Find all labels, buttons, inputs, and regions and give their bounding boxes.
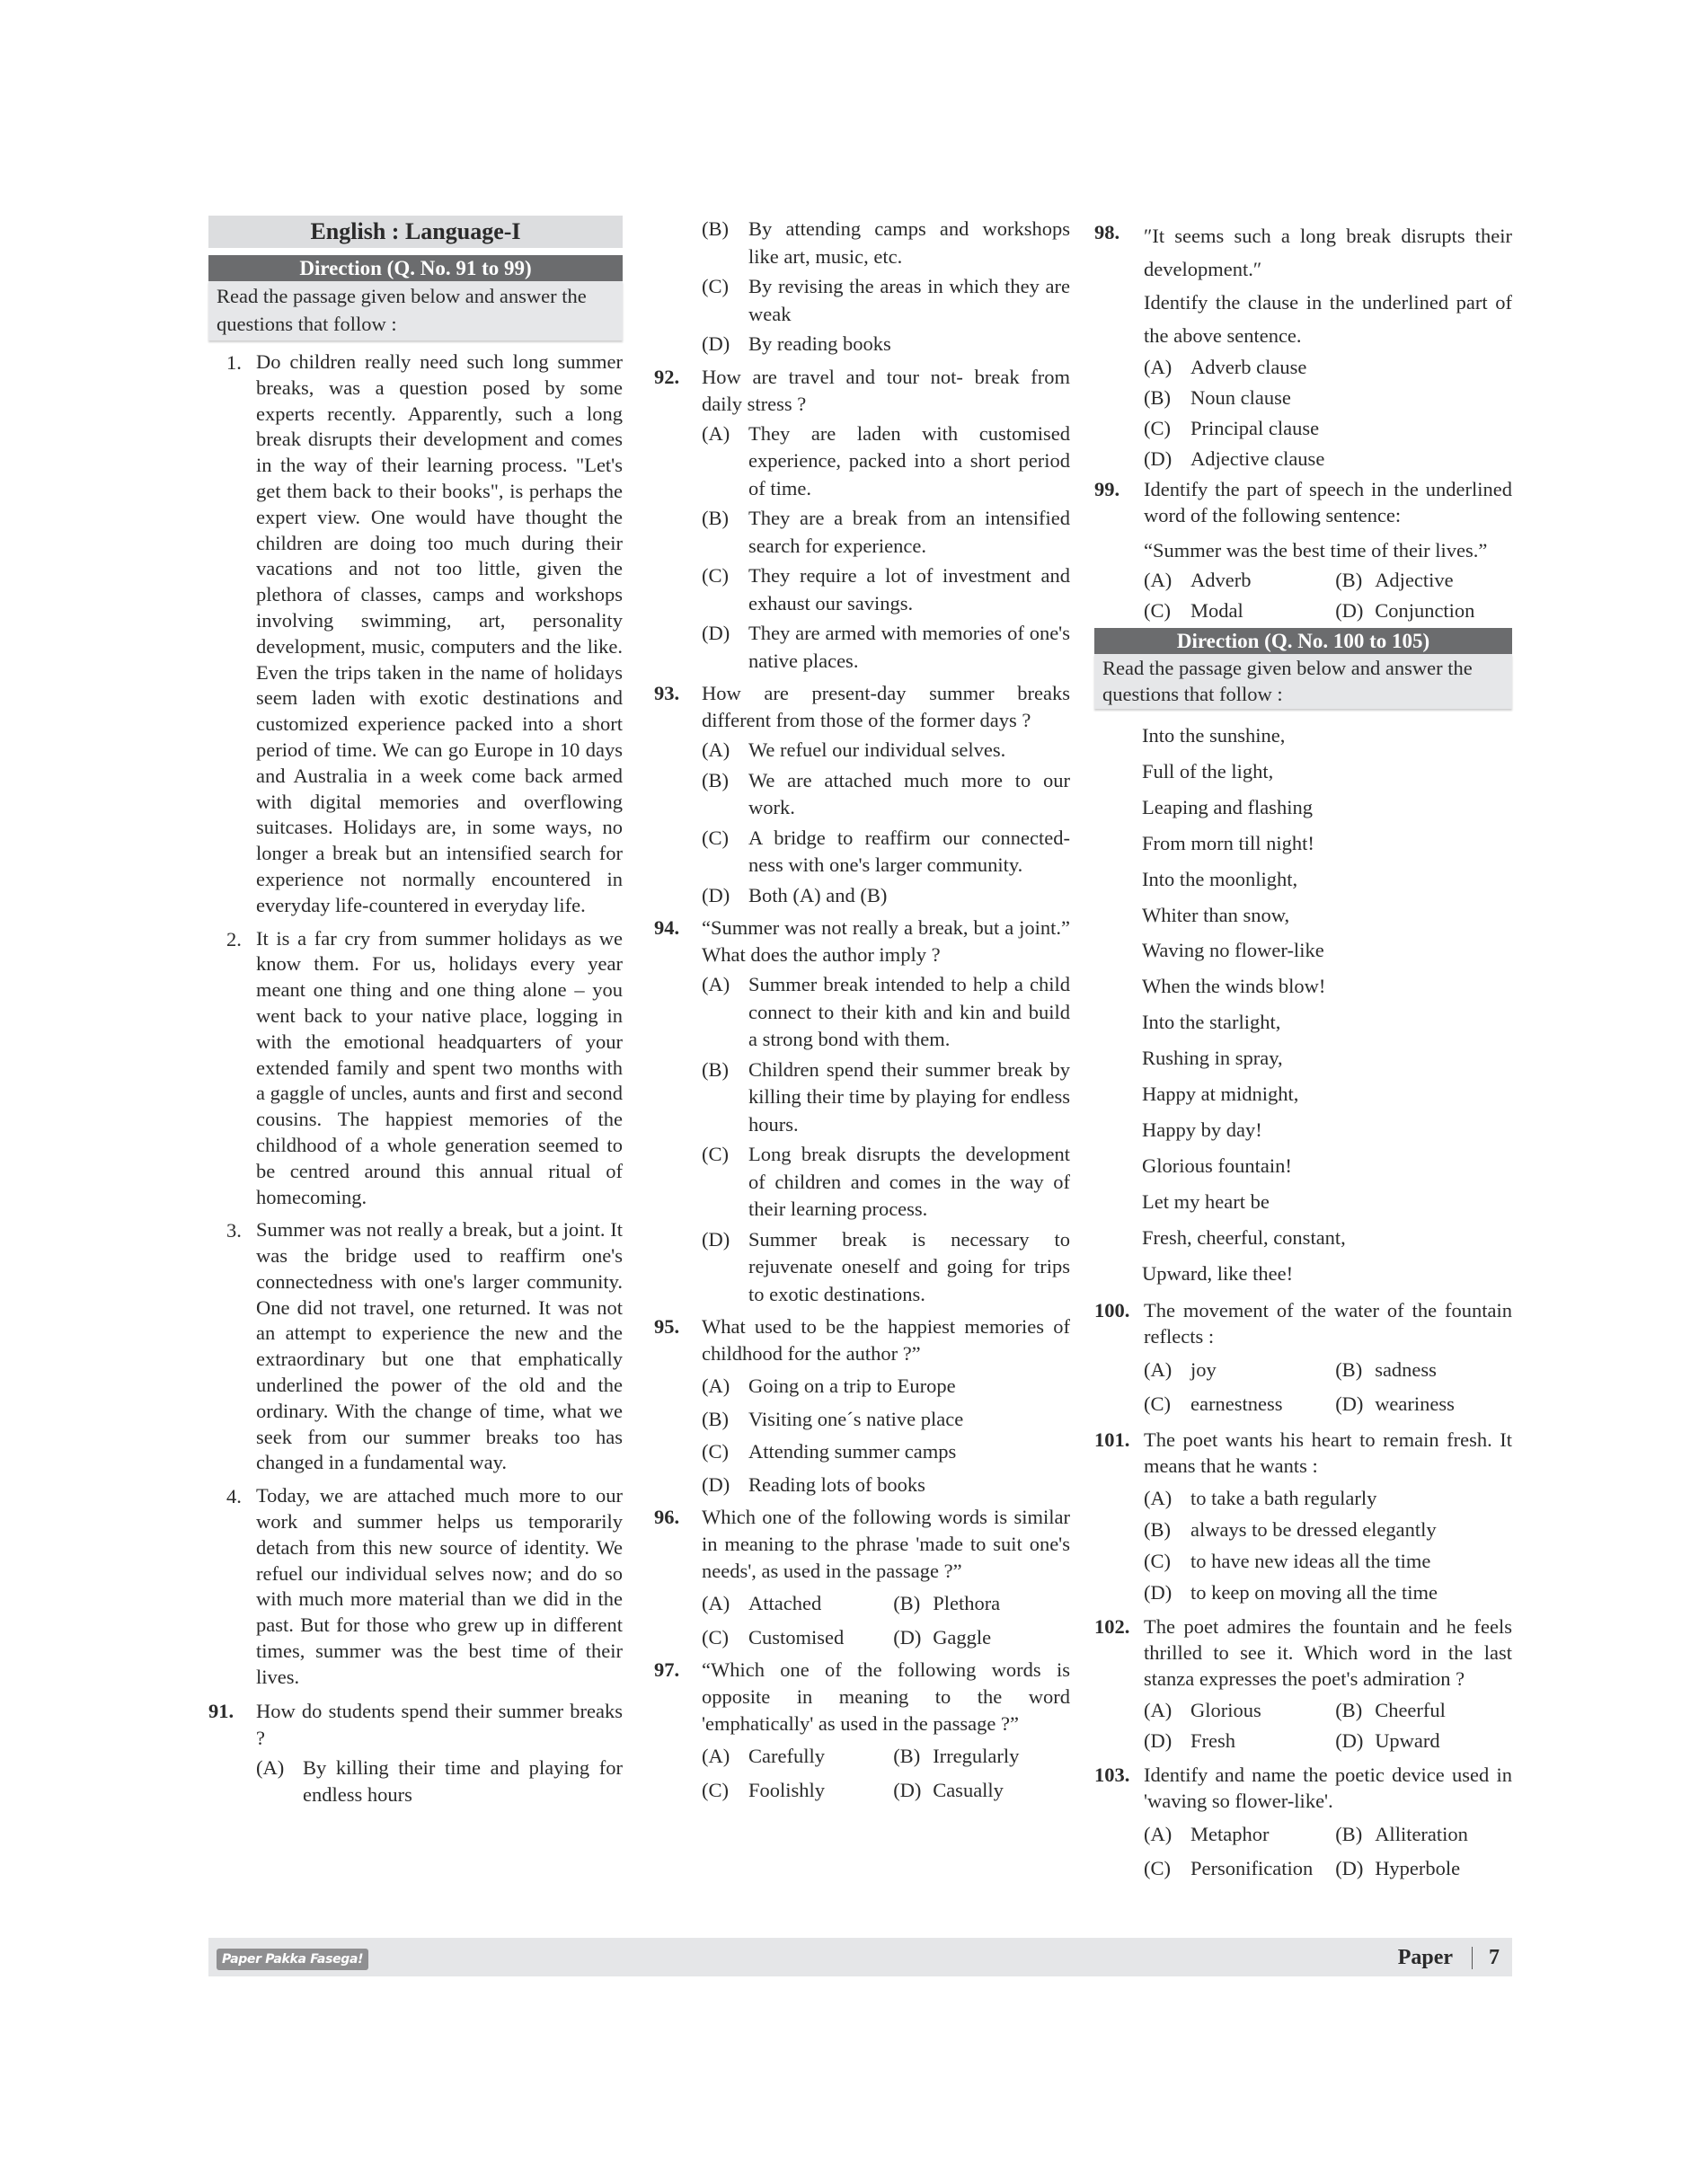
option-label: (C) [1144,599,1171,622]
option-label: (C) [1144,1856,1171,1879]
option-label: (B) [702,768,729,791]
question-text: The poet admires the fountain and he feels thrilled to see it. Which word in the last stanza expresses the poet's admiration ? [1144,1614,1512,1690]
question-text: Identify and name the poetic device used in 'waving so flower-like'. [1144,1763,1512,1812]
direction-instruction: Read the passage given below and answer the questions that follow : [208,281,623,340]
option-text: Metaphor [1190,1822,1270,1845]
option[interactable] [702,1624,893,1651]
poem-line: Upward, like thee! [1142,1261,1294,1285]
option[interactable] [702,505,1070,560]
option-label: (A) [1144,1357,1173,1381]
paragraph-text: Do children really need such long summer breaks, was a question posed by some experts recently. Apparently, such a long break disrupts their development and comes in the way of their learning process. "Let's get them back to their books", is perhaps the expert view. One would have thought the children are doing too much during their vacations and not too little, given the plethora of classes, camps and workshops involving swimming, art, personality development, music, computers and the like. Even the trips taken in the name of holidays seem laden with exotic destinations and customized experience packed into a short period of time. We can go Europe in 10 days and Australia in a week come back armed with digital memories and overflowing suitcases. Holidays are, in some ways, no longer a break but an intensified search for experience not normally encountered in everyday life-countered in everyday life. [256,350,623,916]
option-label: (A) [702,1375,730,1397]
option[interactable] [893,1777,1004,1804]
option-label: (D) [1144,447,1173,470]
column-2 [654,216,1070,1804]
option-label: (A) [702,973,730,995]
option[interactable] [702,1590,893,1617]
option[interactable] [1335,596,1474,626]
poem-line: Rushing in spray, [1142,1047,1283,1070]
option-label: (A) [1144,1822,1173,1845]
option-label: (B) [1335,1357,1363,1381]
option-text: to take a bath regularly [1190,1486,1377,1509]
option[interactable] [1335,1387,1455,1421]
option[interactable] [256,1755,623,1809]
option-label: (D) [1335,599,1364,622]
question-94 [654,915,1070,1308]
poem-line: Whiter than snow, [1142,903,1290,926]
option-label: (C) [702,1779,729,1801]
option-label: (A) [702,738,730,761]
option-text: Noun clause [1190,386,1291,409]
option-text: Visiting one´s native place [748,1407,964,1430]
option-label: (D) [893,1779,922,1801]
option[interactable] [702,737,1070,765]
option-label: (A) [702,1745,730,1767]
question-93 [654,680,1070,909]
option[interactable] [893,1624,991,1651]
option-text: By reading books [748,332,891,355]
option[interactable] [1335,1852,1460,1886]
option-text: Hyperbole [1375,1856,1461,1879]
question-91 [208,1698,623,1809]
option-label: (C) [702,826,729,849]
question-102 [1094,1613,1512,1756]
option-text: They require a lot of investment and exhaust our savings. [748,564,1070,614]
option[interactable] [1144,1545,1512,1577]
option[interactable] [1335,1817,1468,1852]
poem-line: When the winds blow! [1142,975,1326,998]
poem-line: Into the moonlight, [1142,867,1298,890]
option-row [1144,596,1512,626]
option-text: Casually [933,1779,1004,1801]
question-number: 100. [1094,1298,1130,1322]
question-91-continued [654,216,1070,358]
option-label: (D) [1335,1856,1364,1879]
question-text: ″It seems such a long break disrupts their development.″ [1144,225,1512,280]
option-label: (B) [1144,1517,1171,1541]
option-row [1144,565,1512,596]
option-label: (B) [702,217,729,240]
question-text: The movement of the water of the fountain reflects : [1144,1298,1512,1348]
option[interactable] [893,1743,1019,1770]
option-text: Adjective clause [1190,447,1325,470]
option-label: (D) [1335,1728,1364,1752]
passage-paragraph [208,349,623,919]
option-text: Upward [1375,1728,1440,1752]
option-label: (D) [702,332,730,355]
option[interactable] [1144,413,1512,444]
question-subtext: “Summer was the best time of their lives.” [1144,539,1488,561]
option-label: (D) [893,1626,922,1649]
option-label: (B) [1335,1822,1363,1845]
option-text: Carefully [748,1745,825,1767]
option[interactable] [1144,1726,1335,1756]
option-text: Both (A) and (B) [748,883,888,906]
option-text: Attending summer camps [748,1440,957,1463]
option-text: A bridge to reaffirm our connected-ness with one's larger community. [748,826,1070,876]
passage-paragraph [208,926,623,1211]
option-text: Irregularly [933,1745,1020,1767]
option-label: (A) [702,421,730,445]
option-text: They are laden with customised experience, packed into a short period of time. [748,421,1070,499]
option-label: (C) [702,1440,729,1463]
option-label: (D) [702,622,730,644]
column-1 [208,216,623,1809]
question-number: 103. [1094,1763,1130,1786]
paragraph-text: Today, we are attached much more to our work and summer helps us temporarily detach from this new source of identity. We refuel our individual selves now; and do so with much more material than we did in the past. But for those who grew up in different times, summer was the best time of their lives. [256,1484,623,1688]
question-text: How are travel and tour not- break from daily stress ? [702,365,1070,415]
option-text: earnestness [1190,1392,1283,1415]
paragraph-text: It is a far cry from summer holidays as we know them. For us, holidays every year meant one thing and one thing alone – you went back to your native place, logging in with the emotional headquarters of your extended family and spent two months with a gaggle of uncles, aunts and first and second cousins. The happiest memories of the childhood of a whole generation seemed to be centred around this annual ritual of homecoming. [256,926,623,1208]
publisher-logo: Paper Pakka Fasega! [217,1949,368,1970]
option-text: Going on a trip to Europe [748,1375,956,1397]
option[interactable] [1144,383,1512,413]
option-text: Adverb [1190,569,1252,591]
question-number: 98. [1094,221,1120,243]
option-label: (C) [702,1143,729,1165]
option[interactable] [702,971,1070,1054]
option-row [702,1590,1070,1617]
question-number: 99. [1094,478,1120,500]
option-label: (A) [256,1755,285,1779]
question-text: Identify the part of speech in the underlined word of the following sentence: [1144,478,1512,526]
question-number: 102. [1094,1614,1130,1638]
question-number: 91. [208,1699,235,1722]
column-3 [1094,216,1512,1886]
option-label: (B) [702,507,729,529]
option-label: (D) [1144,1580,1173,1604]
poem-line: Full of the light, [1142,759,1274,782]
option-text: Personification [1190,1856,1314,1879]
poem-line: Into the sunshine, [1142,724,1286,747]
option[interactable] [702,825,1070,880]
question-number: 97. [654,1658,680,1681]
paragraph-number: 3. [226,1219,242,1242]
option-row [702,1743,1070,1770]
poem-line: Let my heart be [1142,1189,1270,1213]
option-text: By killing their time and playing for endless hours [303,1755,623,1807]
option-label: (B) [1335,569,1363,591]
option-label: (A) [1144,356,1173,378]
option-row [1144,1817,1512,1852]
option-label: (D) [702,883,730,906]
option-text: to have new ideas all the time [1190,1549,1431,1572]
option-text: Gaggle [933,1626,992,1649]
option[interactable] [702,420,1070,503]
question-number: 94. [654,916,680,939]
option-row [702,1777,1070,1804]
option[interactable] [702,620,1070,675]
question-text: “Which one of the following words is opposite in meaning to the word 'emphatically' as used in the passage ?” [702,1658,1070,1735]
option-text: Plethora [933,1592,1001,1614]
option[interactable] [702,1373,1070,1401]
option-text: Conjunction [1375,599,1475,622]
option[interactable] [893,1590,1000,1617]
poem [1094,718,1512,1292]
question-number: 95. [654,1315,680,1338]
option[interactable] [1144,1852,1335,1886]
option-text: They are armed with memories of one's native places. [748,622,1070,672]
option-label: (B) [893,1745,921,1767]
question-number: 96. [654,1506,680,1528]
question-text: How are present-day summer breaks different from those of the former days ? [702,682,1070,731]
option-text: joy [1190,1357,1217,1381]
option-text: to keep on moving all the time [1190,1580,1438,1604]
option-text: Summer break is necessary to rejuvenate oneself and going for trips to exotic destinations. [748,1227,1070,1305]
option[interactable] [702,562,1070,617]
option[interactable] [702,273,1070,328]
option-text: Reading lots of books [748,1472,925,1496]
poem-line: Into the starlight, [1142,1011,1281,1034]
passage-paragraph [208,1217,623,1476]
question-text: How do students spend their summer breaks ? [256,1699,623,1749]
option-text: Adverb clause [1190,356,1307,378]
direction-heading: Direction (Q. No. 91 to 99) [208,255,623,281]
question-98 [1094,219,1512,474]
poem-line: Happy at midnight, [1142,1083,1299,1106]
passage-paragraph [208,1483,623,1690]
paragraph-number: 1. [226,351,242,374]
question-97 [654,1657,1070,1804]
option-label: (A) [1144,569,1173,591]
option-label: (C) [1144,1392,1171,1415]
option[interactable] [702,331,1070,358]
option-text: always to be dressed elegantly [1190,1517,1437,1541]
option-text: Alliteration [1375,1822,1468,1845]
question-95 [654,1313,1070,1498]
option-label: (A) [1144,1486,1173,1509]
option-text: Children spend their summer break by killing their time by playing for endless hours. [748,1057,1070,1136]
page-label: Paper [1397,1946,1453,1969]
paragraph-number: 2. [226,927,242,950]
option[interactable] [1144,1353,1335,1387]
question-text: The poet wants his heart to remain fresh. It means that he wants : [1144,1428,1512,1477]
option[interactable] [702,1777,893,1804]
option-label: (C) [702,564,729,587]
option[interactable] [702,1226,1070,1309]
section-title: English : Language-I [208,216,623,248]
option-label: (B) [1144,386,1171,409]
question-100 [1094,1297,1512,1421]
option[interactable] [702,1472,1070,1499]
poem-line: Waving no flower-like [1142,939,1324,962]
option[interactable] [1144,352,1512,383]
direction-heading: Direction (Q. No. 100 to 105) [1094,628,1512,654]
question-99 [1094,476,1512,626]
option-row [1144,1695,1512,1726]
poem-line: Fresh, cheerful, constant, [1142,1225,1346,1249]
option-row [1144,1353,1512,1387]
question-number: 93. [654,682,680,704]
option-text: weariness [1375,1392,1455,1415]
option-text: sadness [1375,1357,1437,1381]
option-text: Attached [748,1592,822,1614]
option-row [1144,1387,1512,1421]
option[interactable] [702,1141,1070,1224]
question-number: 92. [654,365,680,388]
option[interactable] [1335,565,1453,596]
option[interactable] [702,767,1070,822]
option-label: (C) [1144,1549,1171,1572]
option-text: Glorious [1190,1698,1261,1721]
option[interactable] [702,1056,1070,1139]
option-text: Principal clause [1190,417,1320,439]
paragraph-number: 4. [226,1485,242,1508]
question-103 [1094,1762,1512,1886]
question-92 [654,364,1070,676]
option-text: We refuel our individual selves. [748,738,1006,761]
option[interactable] [1144,565,1335,596]
page-footer [208,1938,1512,1976]
option-label: (B) [702,1407,729,1430]
option[interactable] [702,1438,1070,1466]
option-text: By revising the areas in which they are weak [748,275,1070,325]
option[interactable] [1144,1577,1512,1608]
direction-instruction: Read the passage given below and answer the questions that follow : [1094,654,1512,709]
option[interactable] [1335,1353,1437,1387]
question-number: 101. [1094,1428,1130,1451]
option[interactable] [1144,1387,1335,1421]
option[interactable] [1144,444,1512,474]
question-text: Which one of the following words is similar in meaning to the phrase 'made to suit one's needs', as used in the passage ?” [702,1506,1070,1582]
option-label: (A) [702,1592,730,1614]
option-label: (D) [702,1227,730,1251]
poem-line: Happy by day! [1142,1118,1262,1141]
option[interactable] [702,1743,893,1770]
option-text: Long break disrupts the development of children and comes in the way of their learning process. [748,1143,1070,1220]
question-subtext: Identify the clause in the underlined part of the above sentence. [1144,291,1512,347]
option-label: (B) [893,1592,921,1614]
paragraph-text: Summer was not really a break, but a joint. It was the bridge used to reaffirm one's connectedness with one's larger community. One did not travel, one returned. It was not an attempt to experience the new and the extraordinary but one that emphatically underlined the power of the old and the ordinary. With the change of time, what we seek from our summer breaks too has changed in a fundamental way. [256,1218,623,1474]
option[interactable] [702,216,1070,270]
question-101 [1094,1427,1512,1608]
option-text: Summer break intended to help a child connect to their kith and kin and build a strong bond with them. [748,973,1070,1050]
option[interactable] [1144,1817,1335,1852]
option-label: (C) [702,1626,729,1649]
option-label: (D) [1144,1728,1173,1752]
poem-line: Glorious fountain! [1142,1154,1292,1177]
option-label: (A) [1144,1698,1173,1721]
option-label: (D) [1335,1392,1364,1415]
option[interactable] [1335,1695,1446,1726]
option-label: (B) [702,1057,729,1081]
option-row [702,1624,1070,1651]
option-text: By attending camps and workshops like art, music, etc. [748,217,1070,268]
question-text: “Summer was not really a break, but a joint.” What does the author imply ? [702,916,1070,966]
option-text: We are attached much more to our work. [748,768,1070,818]
option-row [1144,1852,1512,1886]
option-label: (C) [1144,417,1171,439]
option-text: They are a break from an intensified search for experience. [748,507,1070,557]
poem-line: From morn till night! [1142,831,1314,854]
option[interactable] [702,882,1070,910]
poem-line: Leaping and flashing [1142,795,1313,818]
page-number: 7 [1489,1946,1500,1969]
option[interactable] [1144,1695,1335,1726]
option-label: (D) [702,1472,730,1496]
option-row [1144,1726,1512,1756]
option[interactable] [1144,1514,1512,1545]
option[interactable] [702,1406,1070,1434]
option[interactable] [1335,1726,1439,1756]
option[interactable] [1144,1482,1512,1514]
option-text: Modal [1190,599,1243,622]
page-separator [1472,1947,1473,1969]
option-text: Customised [748,1626,845,1649]
option-text: Foolishly [748,1779,826,1801]
option-text: Fresh [1190,1728,1235,1752]
option-label: (C) [702,275,729,297]
question-96 [654,1504,1070,1651]
option[interactable] [1144,596,1335,626]
option-text: Adjective [1375,569,1454,591]
option-label: (B) [1335,1698,1363,1721]
question-text: What used to be the happiest memories of childhood for the author ?” [702,1315,1070,1365]
option-text: Cheerful [1375,1698,1446,1721]
